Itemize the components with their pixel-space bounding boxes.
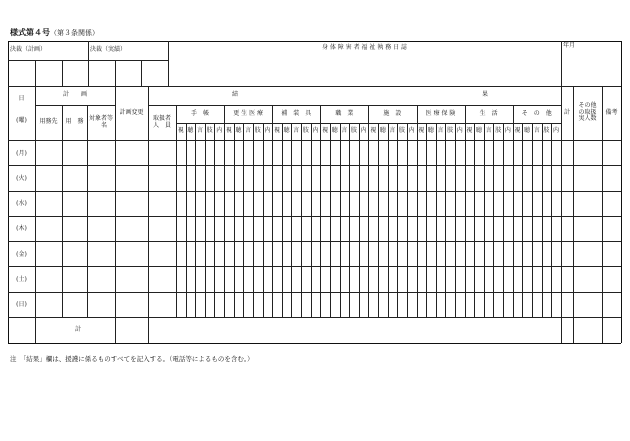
- sub-column-header: 視: [177, 127, 184, 135]
- sub-column-header: 内: [312, 127, 319, 135]
- sub-column-header: 肢: [447, 127, 454, 135]
- sub-column-header: 聴: [427, 127, 434, 135]
- table-border-bottom: [8, 343, 621, 344]
- sub-column-header: 視: [225, 127, 232, 135]
- sub-column-header: 聴: [379, 127, 386, 135]
- remarks-header: 備考: [605, 108, 618, 116]
- sub-column-line: [493, 123, 494, 317]
- sub-column-line: [311, 123, 312, 317]
- sub-column-line: [397, 123, 398, 317]
- sub-column-header: 肢: [543, 127, 550, 135]
- sub-column-header: 肢: [350, 127, 357, 135]
- sub-column-header: 肢: [399, 127, 406, 135]
- day-row-line: [8, 165, 621, 166]
- weekday-cell: (土): [16, 275, 27, 283]
- weekday-cell: (月): [16, 149, 27, 157]
- sub-column-line: [532, 123, 533, 317]
- day-row-line: [8, 292, 621, 293]
- sub-column-line: [455, 123, 456, 317]
- sub-column-line: [291, 123, 292, 317]
- sub-column-header: 内: [552, 127, 559, 135]
- total-header: 計: [563, 108, 570, 116]
- footnote: 注 「結果」欄は、援護に係るものすべてを記入する。（電話等によるものを含む。）: [10, 355, 254, 363]
- sub-column-header: 言: [341, 127, 348, 135]
- approval-stamp-divider: [115, 60, 116, 86]
- sub-column-header: 内: [408, 127, 415, 135]
- sub-column-header: 肢: [495, 127, 502, 135]
- sub-column-line: [551, 123, 552, 317]
- category-header: 補 装 具: [281, 109, 312, 117]
- sub-column-header: 言: [533, 127, 540, 135]
- day-header: 日: [18, 95, 25, 103]
- sub-column-header: 言: [293, 127, 300, 135]
- result-header-left: 結: [231, 91, 238, 99]
- sub-column-header: 聴: [476, 127, 483, 135]
- approval-stamp-divider: [141, 60, 142, 86]
- sub-column-line: [542, 123, 543, 317]
- sub-column-header: 視: [370, 127, 377, 135]
- sub-column-header: 肢: [254, 127, 261, 135]
- sub-column-line: [301, 123, 302, 317]
- sub-column-line: [359, 123, 360, 317]
- sub-column-header: 聴: [187, 127, 194, 135]
- weekday-header: (曜): [16, 116, 27, 124]
- handler-count-header: 取扱者 人 員: [152, 114, 171, 129]
- weekday-cell: (水): [16, 200, 27, 208]
- sub-column-header: 視: [322, 127, 329, 135]
- sub-column-header: 内: [216, 127, 223, 135]
- sub-column-line: [474, 123, 475, 317]
- sub-column-header: 言: [389, 127, 396, 135]
- sub-column-header: 視: [514, 127, 521, 135]
- approval-stamp-divider: [35, 60, 36, 86]
- sub-column-header: 聴: [235, 127, 242, 135]
- sub-column-line: [186, 123, 187, 317]
- category-header: 生 活: [479, 109, 498, 117]
- sub-column-header: 内: [360, 127, 367, 135]
- sub-column-header: 聴: [283, 127, 290, 135]
- category-header: 更 生 医 療: [233, 109, 263, 117]
- purpose-header: 用 務: [65, 118, 84, 126]
- weekday-cell: (金): [16, 250, 27, 258]
- sub-column-header: 視: [273, 127, 280, 135]
- category-header: 手 帳: [191, 109, 210, 117]
- sub-column-header: 内: [504, 127, 511, 135]
- sub-column-line: [522, 123, 523, 317]
- plan-change-header: 計画変更: [119, 108, 144, 116]
- form-title-line: [10, 27, 99, 38]
- table-border-right: [621, 41, 622, 343]
- result-header-right: 果: [481, 91, 488, 99]
- sub-column-line: [378, 123, 379, 317]
- sub-column-line: [205, 123, 206, 317]
- approval-header-line: [8, 60, 168, 61]
- form-reference: （第３条関係）: [50, 29, 99, 37]
- sub-column-line: [243, 123, 244, 317]
- day-row-line: [8, 266, 621, 267]
- category-header: 施 設: [383, 109, 402, 117]
- sub-column-header: 肢: [302, 127, 309, 135]
- sub-column-header: 言: [437, 127, 444, 135]
- weekday-cell: (木): [16, 225, 27, 233]
- sub-column-line: [253, 123, 254, 317]
- sub-column-line: [195, 123, 196, 317]
- sub-column-line: [445, 123, 446, 317]
- year-month-label: 年月: [563, 42, 576, 49]
- approval-stamp-divider: [62, 60, 63, 86]
- sub-column-header: 聴: [331, 127, 338, 135]
- approval-actual-label: 決裁（実績）: [90, 46, 127, 54]
- header-bottom-line: [8, 140, 621, 141]
- sub-column-line: [340, 123, 341, 317]
- sub-column-header: 内: [456, 127, 463, 135]
- sub-column-header: 視: [418, 127, 425, 135]
- sub-column-line: [426, 123, 427, 317]
- destination-header: 用務先: [39, 118, 58, 126]
- sub-column-line: [263, 123, 264, 317]
- sub-column-line: [234, 123, 235, 317]
- sub-column-header: 言: [245, 127, 252, 135]
- weekday-cell: (日): [16, 301, 27, 309]
- sub-column-line: [214, 123, 215, 317]
- form-number: 様式第４号: [10, 28, 50, 37]
- day-row-line: [8, 191, 621, 192]
- category-header: 職 業: [335, 109, 354, 117]
- sub-column-line: [484, 123, 485, 317]
- sub-column-line: [282, 123, 283, 317]
- sub-column-header: 肢: [206, 127, 213, 135]
- sub-column-line: [388, 123, 389, 317]
- sub-column-line: [436, 123, 437, 317]
- sub-column-line: [503, 123, 504, 317]
- plan-header: 計 画: [62, 91, 87, 99]
- sub-column-header: 内: [264, 127, 271, 135]
- approval-plan-label: 決裁（計画）: [10, 46, 47, 54]
- diary-title: 身 体 障 害 者 福 祉 執 務 日 誌: [321, 44, 408, 51]
- sub-column-line: [407, 123, 408, 317]
- sub-column-line: [349, 123, 350, 317]
- category-header: そ の 他: [521, 109, 552, 117]
- sub-column-line: [330, 123, 331, 317]
- target-count-header: 対象者等 名: [88, 114, 113, 129]
- category-header: 医 療 保 険: [425, 109, 456, 117]
- total-row-label: 計: [74, 325, 81, 333]
- sub-column-header: 言: [485, 127, 492, 135]
- sub-column-header: 視: [466, 127, 473, 135]
- sub-column-header: 言: [197, 127, 204, 135]
- other-count-header: その他 の取扱 実人数: [578, 101, 597, 123]
- day-row-line: [8, 241, 621, 242]
- weekday-cell: (火): [16, 174, 27, 182]
- sub-column-header: 聴: [524, 127, 531, 135]
- day-row-line: [8, 216, 621, 217]
